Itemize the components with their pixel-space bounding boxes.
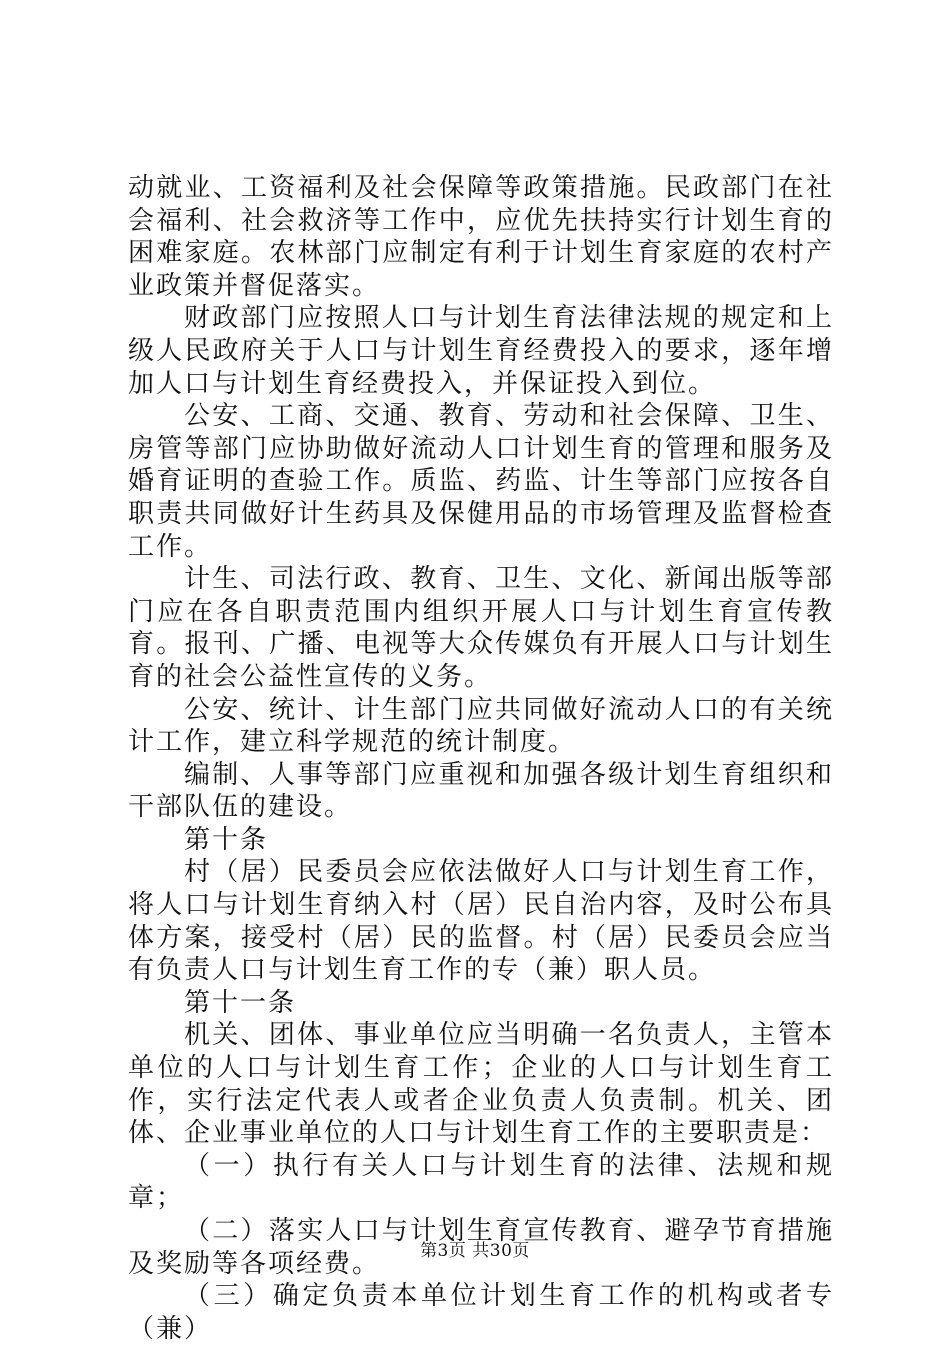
page-footer: 第3页 共30页 (420, 1241, 530, 1261)
paragraph: （三）确定负责本单位计划生育工作的机构或者专（兼） (128, 1281, 834, 1344)
document-body (128, 172, 834, 1345)
paragraph: 计生、司法行政、教育、卫生、文化、新闻出版等部门应在各自职责范围内组织开展人口与计划生育宣传教育。报刊、广播、电视等大众传媒负有开展人口与计划生育的社会公益性宣传的义务。 (128, 564, 834, 692)
paragraph: 村（居）民委员会应依法做好人口与计划生育工作，将人口与计划生育纳入村（居）民自治内容，及时公布具体方案，接受村（居）民的监督。村（居）民委员会应当有负责人口与计划生育工作的专（兼）职人员。 (128, 857, 834, 986)
paragraph: 编制、人事等部门应重视和加强各级计划生育组织和干部队伍的建设。 (128, 759, 834, 823)
paragraph: 第十一条 (184, 987, 297, 1018)
paragraph: 财政部门应按照人口与计划生育法律法规的规定和上级人民政府关于人口与计划生育经费投入的要求，逐年增加人口与计划生育经费投入，并保证投入到位。 (128, 303, 834, 399)
paragraph: 公安、工商、交通、教育、劳动和社会保障、卫生、房管等部门应协助做好流动人口计划生育的管理和服务及婚育证明的查验工作。质监、药监、计生等部门应按各自职责共同做好计生药具及保健用品的市场管理及监督检查工作。 (128, 401, 834, 562)
paragraph: （一）执行有关人口与计划生育的法律、法规和规章； (128, 1150, 834, 1214)
paragraph: 动就业、工资福利及社会保障等政策措施。民政部门在社会福利、社会救济等工作中，应优先扶持实行计划生育的困难家庭。农林部门应制定有利于计划生育家庭的农村产业政策并督促落实。 (128, 173, 834, 301)
paragraph: 机关、团体、事业单位应当明确一名负责人，主管本单位的人口与计划生育工作；企业的人口与计划生育工作，实行法定代表人或者企业负责人负责制。机关、团体、企业事业单位的人口与计划生育工作的主要职责是： (128, 1020, 834, 1149)
paragraph: （二）落实人口与计划生育宣传教育、避孕节育措施及奖励等各项经费。 (128, 1216, 834, 1279)
paragraph: 公安、统计、计生部门应共同做好流动人口的有关统计工作，建立科学规范的统计制度。 (128, 694, 834, 758)
paragraph: 第十条 (184, 824, 269, 855)
